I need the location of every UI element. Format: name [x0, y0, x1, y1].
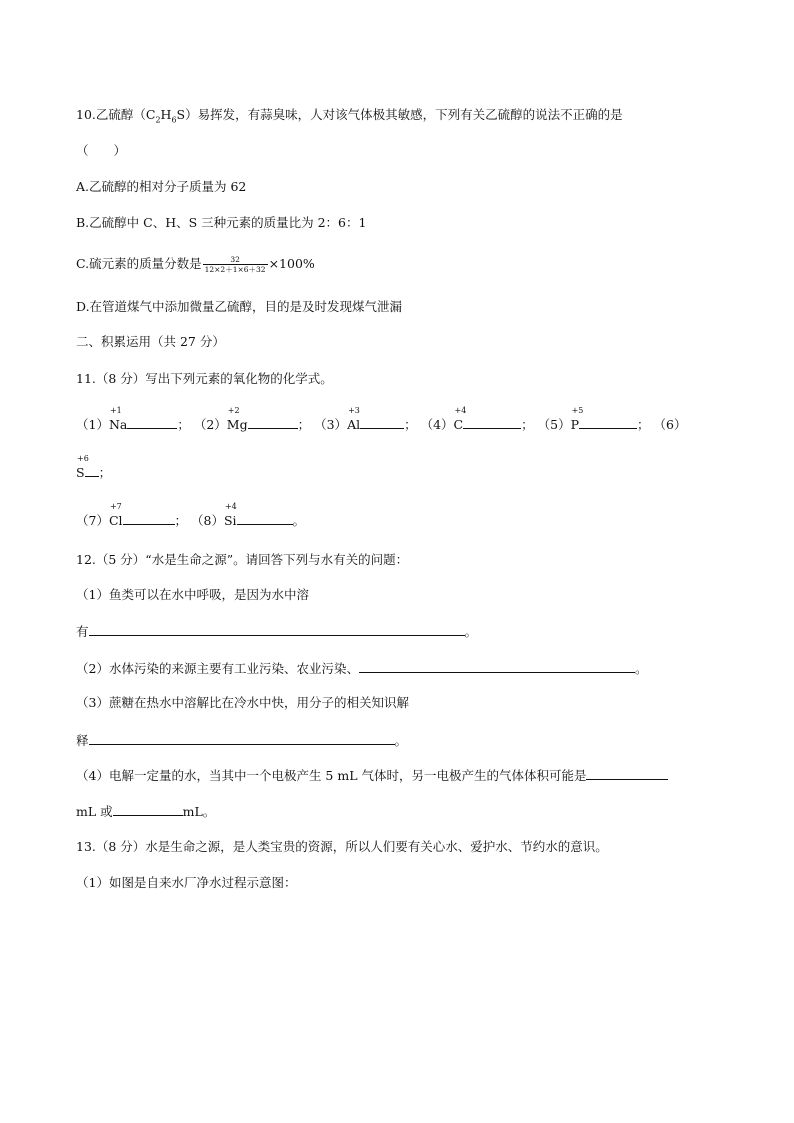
q12-part-2: （2）水体污染的来源主要有工业污染、农业污染、 。: [76, 661, 648, 676]
answer-blank[interactable]: [579, 416, 637, 429]
q12-part-3-answer: 释 。: [76, 733, 408, 748]
q12-part-1-answer: 有 。: [76, 624, 478, 639]
q11-row-1: （1） +1 Na ； （2） +2 Mg ； （3） +3 Al ； （4） +4 C ； （5） +5 P ； （6）: [76, 406, 687, 432]
mass-fraction-formula: $\frac{32}{12\times 2+1\times 6+32}$: [204, 255, 266, 274]
answer-blank[interactable]: [85, 464, 99, 477]
answer-blank[interactable]: [123, 512, 175, 525]
q13-stem: 13.（8 分）水是生命之源，是人类宝贵的资源，所以人们要有关心水、爱护水、节约水的意识。: [76, 839, 608, 854]
q10-option-d: D.在管道煤气中添加微量乙硫醇，目的是及时发现煤气泄漏: [76, 299, 403, 314]
q11-row-3: （7） +7 Cl ； （8） +4 Si 。: [76, 502, 306, 528]
answer-blank[interactable]: [89, 623, 465, 636]
q10-option-c: C.硫元素的质量分数是 $\frac{32}{12\times 2+1\times 6+32}$ ×100%: [76, 255, 315, 274]
answer-blank[interactable]: [89, 732, 395, 745]
q12-stem: 12.（5 分）“水是生命之源”。请回答下列与水有关的问题：: [76, 552, 409, 567]
q10-option-b: B.乙硫醇中 C、H、S 三种元素的质量比为 2：6：1: [76, 215, 367, 230]
answer-blank[interactable]: [127, 416, 177, 429]
q13-part-1: （1）如图是自来水厂净水过程示意图：: [76, 875, 297, 890]
q11-stem: 11.（8 分）写出下列元素的氧化物的化学式。: [76, 371, 333, 386]
q10-answer-paren: （ ）: [76, 143, 127, 158]
q12-part-3: （3）蔗糖在热水中溶解比在冷水中快，用分子的相关知识解: [76, 695, 409, 710]
q12-part-4: （4）电解一定量的水，当其中一个电极产生 5 mL 气体时，另一电极产生的气体体积可能是: [76, 767, 668, 784]
answer-blank[interactable]: [359, 660, 635, 673]
answer-blank[interactable]: [463, 416, 521, 429]
section-heading: 二、积累运用（共 27 分）: [76, 334, 225, 349]
answer-blank[interactable]: [237, 512, 293, 525]
q10-option-a: A.乙硫醇的相对分子质量为 62: [76, 179, 247, 194]
q12-part-4-cont: mL 或 mL。: [76, 804, 216, 819]
q11-row-2: +6 S ；: [76, 454, 112, 480]
answer-blank[interactable]: [360, 416, 404, 429]
answer-blank[interactable]: [586, 767, 668, 780]
q10-stem: 10.乙硫醇$(C_2H_6S)$易挥发，有蒜臭味，人对该气体极其敏感，下列有关乙硫醇的说法不正确的是: [76, 107, 623, 125]
answer-blank[interactable]: [113, 803, 183, 816]
q12-part-1: （1）鱼类可以在水中呼吸，是因为水中溶: [76, 587, 309, 602]
answer-blank[interactable]: [248, 416, 298, 429]
